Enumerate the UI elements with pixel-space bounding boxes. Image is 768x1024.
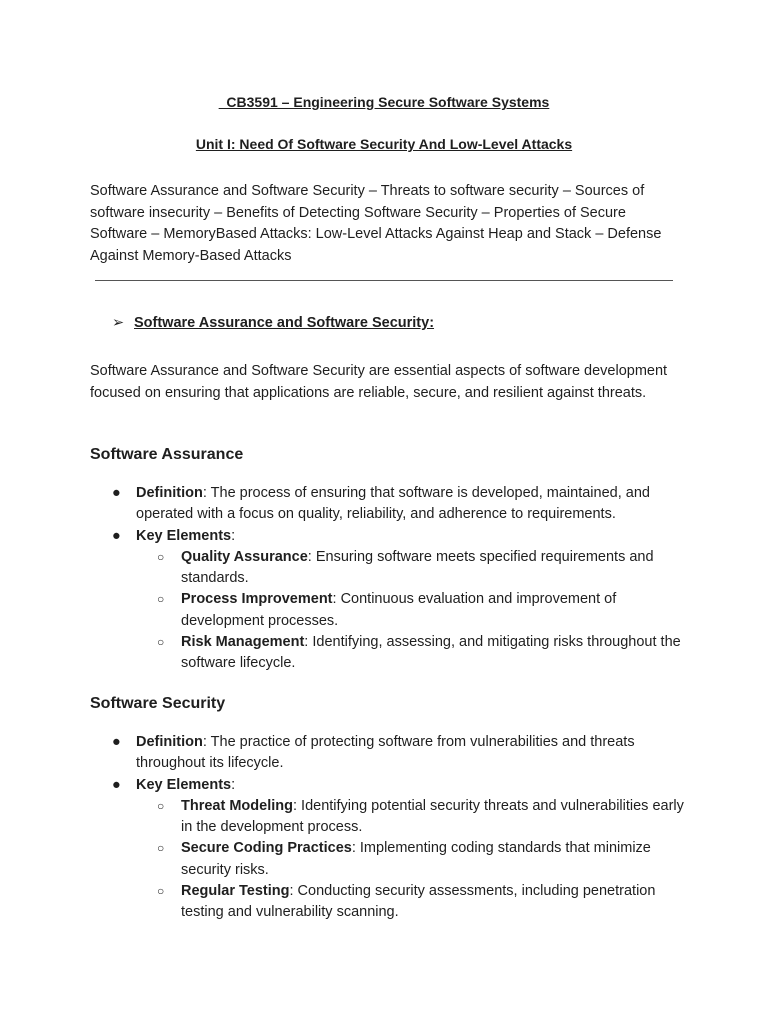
definition-label: Definition xyxy=(136,485,203,501)
software-security-heading: Software Security xyxy=(90,695,226,712)
bullet-icon: ● xyxy=(112,776,121,793)
item-label: Regular Testing xyxy=(181,883,290,900)
list-item xyxy=(90,732,690,775)
bullet-icon: ● xyxy=(112,527,121,544)
software-assurance-list xyxy=(90,483,690,675)
sub-list-item xyxy=(90,547,690,590)
key-elements-label: Key Elements xyxy=(136,527,232,544)
key-elements-label: Key Elements xyxy=(136,776,232,793)
item-label: Quality Assurance xyxy=(181,548,308,565)
definition-text: : The practice of protecting software from vulnerabilities and threats throughout its lifecycle. xyxy=(136,734,635,772)
bullet-icon: ● xyxy=(112,734,121,750)
course-title: CB3591 – Engineering Secure Software Systems xyxy=(218,94,550,110)
key-elements-colon: : xyxy=(231,776,236,793)
sub-list-item xyxy=(90,589,690,632)
sub-list-item xyxy=(90,796,690,839)
item-text: : Identifying potential security threats and vulnerabilities early in the development process. xyxy=(181,797,684,836)
sub-list-item xyxy=(90,881,690,924)
hollow-bullet-icon: ○ xyxy=(157,841,165,856)
intro-paragraph: Software Assurance and Software Security are essential aspects of software development focused on ensuring that applications are reliable, secure, and resilient against threats. xyxy=(90,363,668,401)
topics-paragraph: Software Assurance and Software Security – Threats to software security – Sources of software insecurity – Benefits of Detecting Software Security – Properties of Secure Software – MemoryBased Attacks: Low-Level Attacks Against Heap and Stack – Defense Against Memory-Based Attacks xyxy=(90,183,662,264)
item-text: : Conducting security assessments, including penetration testing and vulnerability scanning. xyxy=(181,883,656,921)
unit-title: Unit I: Need Of Software Security And Low-Level Attacks xyxy=(195,136,573,152)
list-item xyxy=(90,526,690,547)
horizontal-rule xyxy=(95,280,673,281)
item-text: : Implementing coding standards that minimize security risks. xyxy=(181,840,651,878)
software-security-list xyxy=(90,732,690,924)
section-heading xyxy=(112,315,434,331)
item-text: : Continuous evaluation and improvement of development processes. xyxy=(181,591,617,629)
definition-label: Definition xyxy=(136,734,203,750)
item-label: Risk Management xyxy=(181,634,305,651)
section-heading-label: Software Assurance and Software Security: xyxy=(134,315,435,331)
sub-list-item xyxy=(90,632,690,675)
bullet-icon: ● xyxy=(112,485,121,501)
sub-list-item xyxy=(90,838,690,881)
list-item xyxy=(90,483,690,526)
item-label: Secure Coding Practices xyxy=(181,840,352,857)
item-label: Process Improvement xyxy=(181,591,333,608)
hollow-bullet-icon: ○ xyxy=(157,884,165,899)
hollow-bullet-icon: ○ xyxy=(157,635,165,650)
hollow-bullet-icon: ○ xyxy=(157,549,165,564)
item-label: Threat Modeling xyxy=(181,797,293,814)
item-text: : Ensuring software meets specified requirements and standards. xyxy=(181,548,654,587)
item-text: : Identifying, assessing, and mitigating risks throughout the software lifecycle. xyxy=(181,634,681,672)
list-item xyxy=(90,775,690,796)
arrow-bullet-icon: ➢ xyxy=(112,315,125,331)
software-assurance-heading: Software Assurance xyxy=(90,446,244,463)
hollow-bullet-icon: ○ xyxy=(157,798,165,813)
key-elements-colon: : xyxy=(231,527,236,544)
definition-text: : The process of ensuring that software is developed, maintained, and operated with a focus on quality, reliability, and adherence to requirements. xyxy=(136,485,650,523)
hollow-bullet-icon: ○ xyxy=(157,592,165,607)
